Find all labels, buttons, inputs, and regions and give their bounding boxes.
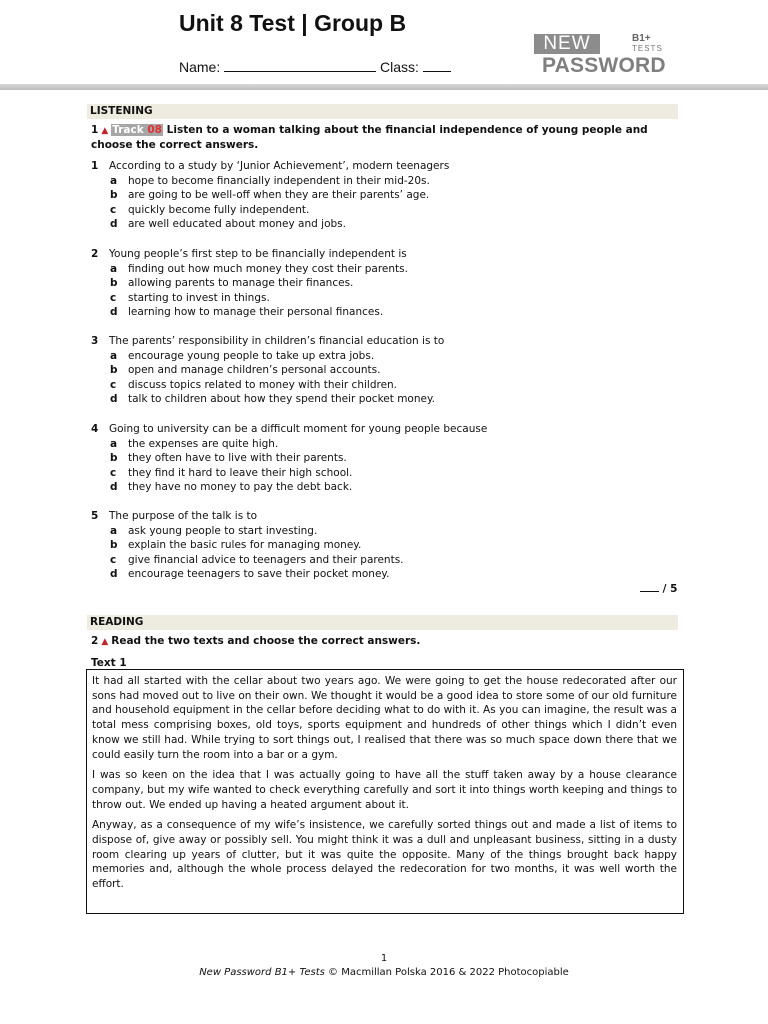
answer-option[interactable] <box>91 363 681 378</box>
question-stem <box>91 159 681 174</box>
question-stem <box>91 247 681 262</box>
footer-copyright <box>0 967 768 978</box>
track-badge[interactable] <box>111 124 163 136</box>
question-number: 1 <box>91 160 99 172</box>
logo-new: NEW <box>534 34 600 54</box>
option-text: they often have to live with their parents. <box>128 452 347 465</box>
logo-tests: TESTS <box>632 44 663 53</box>
option-text: are well educated about money and jobs. <box>128 218 346 231</box>
option-text: encourage young people to take up extra jobs. <box>128 349 375 362</box>
option-letter: c <box>110 466 117 479</box>
answer-option[interactable] <box>91 276 681 291</box>
footer-book-title: New Password B1+ Tests <box>199 967 325 978</box>
answer-option[interactable] <box>91 378 681 393</box>
question-stem <box>91 334 681 349</box>
footer-copyright-text: © Macmillan Polska 2016 & 2022 Photocopiable <box>328 967 569 978</box>
question-number: 5 <box>91 510 99 522</box>
answer-option[interactable] <box>91 466 681 481</box>
option-text: hope to become financially independent in their mid-20s. <box>128 174 430 187</box>
score-total: / 5 <box>662 583 678 595</box>
answer-option[interactable] <box>91 291 681 306</box>
option-letter: d <box>110 306 118 319</box>
option-text: finding out how much money they cost their parents. <box>128 262 408 275</box>
option-text: discuss topics related to money with their children. <box>128 378 398 391</box>
answer-option[interactable] <box>91 451 681 466</box>
track-label: Track <box>112 124 144 136</box>
exercise-number: 1 <box>91 124 99 136</box>
question-text: Young people’s first step to be financially independent is <box>109 248 407 260</box>
option-text: they find it hard to leave their high school. <box>128 466 353 479</box>
question-text: The purpose of the talk is to <box>109 510 258 522</box>
text-label: Text 1 <box>91 657 127 669</box>
option-text: open and manage children’s personal accounts. <box>128 364 381 377</box>
score-blank[interactable] <box>640 591 659 592</box>
name-blank[interactable] <box>224 58 376 72</box>
track-number: 08 <box>147 124 162 136</box>
question-number: 3 <box>91 335 99 347</box>
question-stem <box>91 509 681 524</box>
answer-option[interactable] <box>91 217 681 232</box>
question-number: 2 <box>91 248 99 260</box>
option-letter: d <box>110 568 118 581</box>
option-letter: a <box>110 174 118 187</box>
option-letter: b <box>110 452 118 465</box>
option-letter: d <box>110 393 118 406</box>
answer-option[interactable] <box>91 203 681 218</box>
option-text: quickly become fully independent. <box>128 203 310 216</box>
page-title: Unit 8 Test | Group B <box>179 10 407 36</box>
answer-option[interactable] <box>91 305 681 320</box>
option-letter: b <box>110 364 118 377</box>
answer-option[interactable] <box>91 188 681 203</box>
headphones-icon: ▲ <box>101 126 109 136</box>
option-text: explain the basic rules for managing money. <box>128 539 362 552</box>
header-divider <box>0 84 768 90</box>
question-block <box>91 247 681 320</box>
name-label: Name: <box>179 59 221 75</box>
answer-option[interactable] <box>91 538 681 553</box>
answer-option[interactable] <box>91 174 681 189</box>
option-letter: a <box>110 262 118 275</box>
option-letter: c <box>110 203 117 216</box>
option-letter: a <box>110 524 118 537</box>
option-text: are going to be well-off when they are their parents’ age. <box>128 189 430 202</box>
option-letter: a <box>110 349 118 362</box>
answer-option[interactable] <box>91 392 681 407</box>
question-block <box>91 159 681 232</box>
class-label: Class: <box>380 59 419 75</box>
option-letter: b <box>110 189 118 202</box>
name-class-row <box>179 58 451 75</box>
reading-text-box <box>86 669 684 914</box>
option-text: encourage teenagers to save their pocket money. <box>128 568 390 581</box>
instruction-text: Listen to a woman talking about the financial independence of young people and choose the correct answers. <box>91 124 648 151</box>
question-text: Going to university can be a difficult moment for young people because <box>109 423 488 435</box>
section-header-listening: LISTENING <box>87 104 678 119</box>
answer-option[interactable] <box>91 262 681 277</box>
answer-option[interactable] <box>91 480 681 495</box>
option-text: they have no money to pay the debt back. <box>128 481 353 494</box>
option-text: starting to invest in things. <box>128 291 270 304</box>
option-text: learning how to manage their personal finances. <box>128 306 384 319</box>
answer-option[interactable] <box>91 349 681 364</box>
question-stem <box>91 422 681 437</box>
listening-instruction <box>91 123 681 152</box>
option-letter: c <box>110 378 117 391</box>
question-text: The parents’ responsibility in children’s financial education is to <box>109 335 445 347</box>
option-letter: b <box>110 277 118 290</box>
listening-score <box>640 583 677 595</box>
option-letter: d <box>110 218 118 231</box>
question-block <box>91 334 681 407</box>
question-text: According to a study by ‘Junior Achievement’, modern teenagers <box>109 160 450 172</box>
reading-instruction <box>91 634 681 649</box>
headphones-icon: ▲ <box>101 637 109 647</box>
option-letter: d <box>110 481 118 494</box>
logo-level: B1+ <box>632 33 651 44</box>
question-block <box>91 509 681 582</box>
option-text: allowing parents to manage their finances. <box>128 277 354 290</box>
instruction-text: Read the two texts and choose the correct answers. <box>111 635 421 647</box>
section-header-reading: READING <box>87 615 678 630</box>
logo-password: PASSWORD <box>542 54 666 77</box>
reading-paragraph: Anyway, as a consequence of my wife’s insistence, we carefully sorted things out and made a list of items to dispose of, give away or possibly sell. You might think it was a dull and unpleasant business, sitting in a dusty room clearing up years of clutter, but it was quite the opposite. Many of the things brought back happy memories and, although the whole process delayed the redecoration for two months, it was well worth the effort. <box>92 819 677 891</box>
question-number: 4 <box>91 423 99 435</box>
class-blank[interactable] <box>423 58 451 72</box>
option-letter: c <box>110 553 117 566</box>
option-letter: c <box>110 291 117 304</box>
option-letter: a <box>110 437 118 450</box>
reading-paragraph: It had all started with the cellar about two years ago. We were going to get the house redecorated after our sons had moved out to live on their own. We thought it would be a good idea to store some of our old furniture and household equipment in the cellar before deciding what to do with it. As you can imagine, the result was a total mess comprising boxes, old toys, sports equipment and hundreds of other things which I didn’t even know we still had. While trying to sort things out, I realised that there was so much space down there that we could easily turn the room into a bar or a gym. <box>92 675 677 761</box>
option-text: the expenses are quite high. <box>128 437 279 450</box>
page-number: 1 <box>380 953 388 964</box>
option-text: give financial advice to teenagers and their parents. <box>128 553 404 566</box>
option-letter: b <box>110 539 118 552</box>
answer-option[interactable] <box>91 553 681 568</box>
exercise-number: 2 <box>91 635 99 647</box>
answer-option[interactable] <box>91 567 681 582</box>
question-block <box>91 422 681 495</box>
option-text: talk to children about how they spend their pocket money. <box>128 393 436 406</box>
answer-option[interactable] <box>91 437 681 452</box>
reading-paragraph: I was so keen on the idea that I was actually going to have all the stuff taken away by a house clearance company, but my wife wanted to check everything carefully and sort it into things worth keeping and things to throw out. We ended up having a heated argument about it. <box>92 769 677 811</box>
answer-option[interactable] <box>91 524 681 539</box>
option-text: ask young people to start investing. <box>128 524 318 537</box>
